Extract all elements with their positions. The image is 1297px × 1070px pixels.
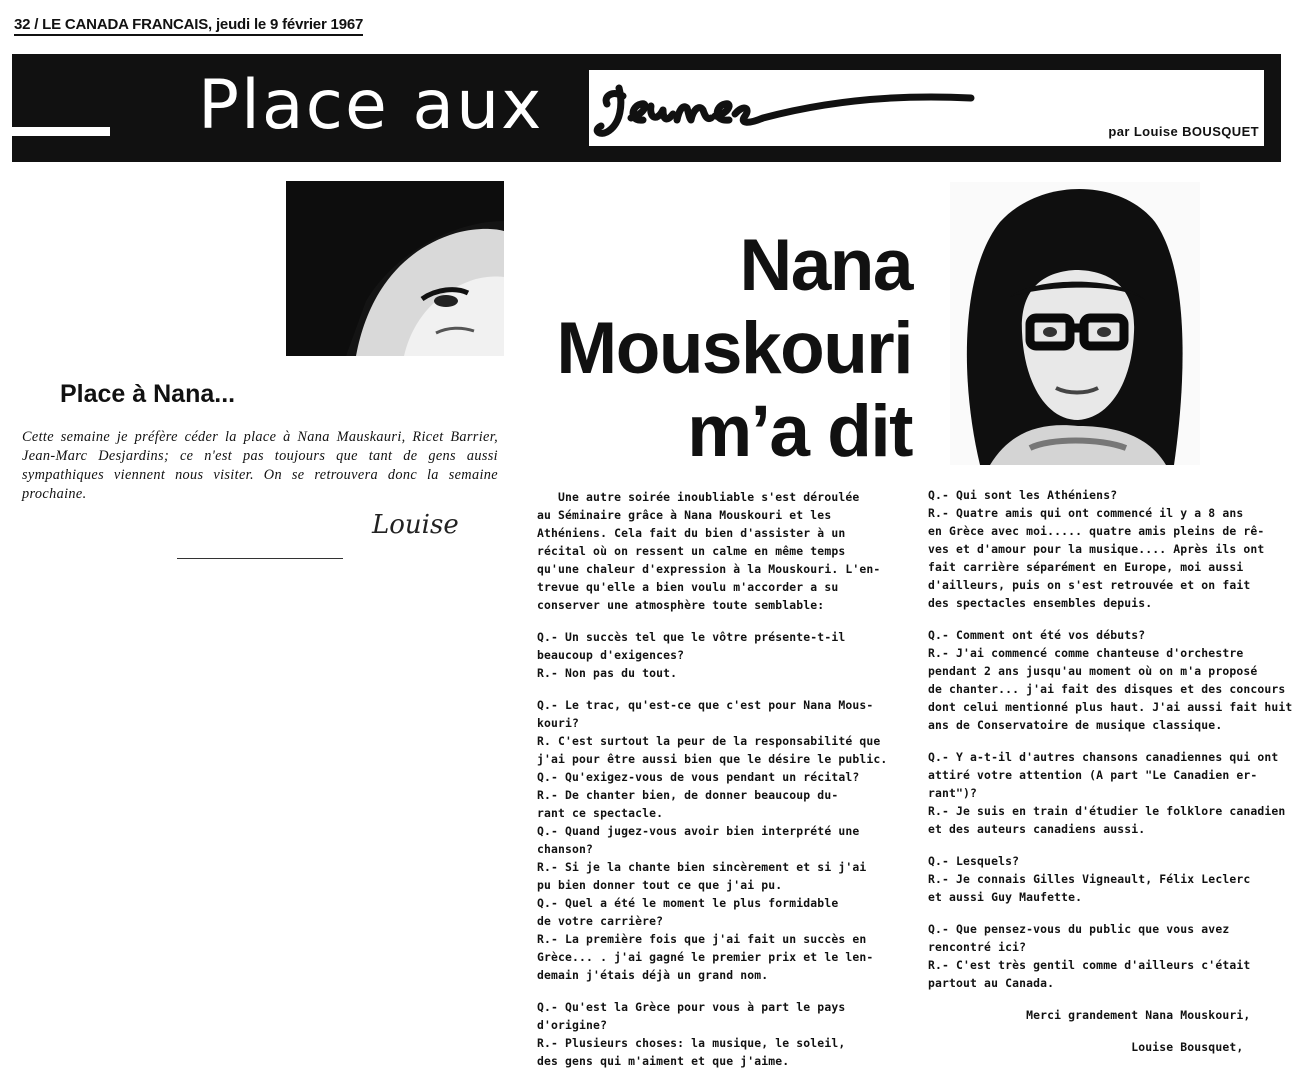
article-line: de votre carrière? [537,914,664,928]
article-line: chanson? [537,842,594,856]
article-line: Q.- Comment ont été vos débuts? [928,628,1146,642]
section-title: Place aux [198,66,544,145]
sidebar-title: Place à Nana... [60,380,236,408]
article-line: et des auteurs canadiens aussi. [928,822,1146,836]
article-line: beaucoup d'exigences? [537,648,685,662]
article-line: R.- De chanter bien, de donner beaucoup du- [537,788,839,802]
headline-line: Nana [739,225,912,306]
paragraph-gap [928,838,1288,852]
portrait-photo-right [950,182,1200,465]
article-line: Grèce... . j'ai gagné le premier prix et le len- [537,950,874,964]
paragraph-gap [928,1024,1288,1038]
article-line: d'origine? [537,1018,608,1032]
article-line: fait carrière séparément en Europe, moi aussi [928,560,1244,574]
article-line: Q.- Qu'exigez-vous de vous pendant un récital? [537,770,860,784]
article-line: Athéniens. Cela fait du bien d'assister à un [537,526,846,540]
article-line: de chanter... j'ai fait des disques et des concours [928,682,1286,696]
article-line: attiré votre attention (A part "Le Canadien er- [928,768,1258,782]
article-line: Q.- Que pensez-vous du public que vous avez [928,922,1230,936]
portrait-image [950,182,1200,465]
article-line: Q.- Qu'est la Grèce pour vous à part le pays [537,1000,846,1014]
issue-date: jeudi le 9 février 1967 [215,16,364,33]
paragraph-gap [928,734,1288,748]
article-line: Q.- Lesquels? [928,854,1020,868]
portrait-photo-left [286,181,504,356]
paragraph-gap [537,984,897,998]
article-line: j'ai pour être aussi bien que le désire le public. [537,752,888,766]
article-line: R.- Je connais Gilles Vigneault, Félix Leclerc [928,872,1251,886]
article-line: ves et d'amour pour la musique.... Après ils ont [928,542,1265,556]
paragraph-gap [928,612,1288,626]
signature: Louise [372,510,459,540]
article-line: Une autre soirée inoubliable s'est déroulée [537,490,860,504]
portrait-image [286,181,504,356]
paragraph-gap [537,614,897,628]
article-line: des gens qui m'aiment et que j'aime. [537,1054,790,1068]
article-headline [540,224,912,473]
article-line: récital où on ressent un calme en même temps [537,544,846,558]
article-line: R.- C'est très gentil comme d'ailleurs c'était [928,958,1251,972]
article-line: R.- Plusieurs choses: la musique, le soleil, [537,1036,846,1050]
article-line: R.- Si je la chante bien sincèrement et si j'ai [537,860,867,874]
article-line: au Séminaire grâce à Nana Mouskouri et les [537,508,832,522]
article-line: en Grèce avec moi..... quatre amis pleins de rê- [928,524,1265,538]
headline-line: Mouskouri [556,308,912,389]
signature-rule [177,558,343,559]
article-line: qu'une chaleur d'expression à la Mouskouri. L'en- [537,562,881,576]
article-line: dont celui mentionné plus haut. J'ai aussi fait huit [928,700,1293,714]
paragraph-gap [928,992,1288,1006]
article-line: rant")? [928,786,978,800]
article-line: conserver une atmosphère toute semblable: [537,598,825,612]
paragraph-gap [928,906,1288,920]
article-line: R.- Quatre amis qui ont commencé il y a 8 ans [928,506,1244,520]
article-line: et aussi Guy Maufette. [928,890,1083,904]
article-line: ans de Conservatoire de musique classique. [928,718,1223,732]
jeunes-script-logo [593,74,993,144]
article-line: kouri? [537,716,580,730]
paragraph-gap [537,682,897,696]
article-column-1 [537,488,897,1070]
article-line: Louise Bousquet, [928,1040,1244,1054]
article-line: Q.- Quand jugez-vous avoir bien interprété une [537,824,860,838]
article-line: pendant 2 ans jusqu'au moment où on m'a proposé [928,664,1258,678]
folio-label: 32 / LE CANADA FRANCAIS, [14,16,212,33]
headline-line: m’a dit [687,391,912,472]
article-line: d'ailleurs, puis on s'est retrouvée et on fait [928,578,1251,592]
article-line: rencontré ici? [928,940,1027,954]
article-line: Q.- Quel a été le moment le plus formidable [537,896,839,910]
article-line: partout au Canada. [928,976,1055,990]
article-line: R.- Non pas du tout. [537,666,678,680]
article-column-2 [928,486,1293,1056]
banner-white-bar [12,127,110,136]
article-line: des spectacles ensembles depuis. [928,596,1153,610]
article-line: trevue qu'elle a bien voulu m'accorder a su [537,580,839,594]
article-line: R. C'est surtout la peur de la responsabilité que [537,734,881,748]
article-line: R.- J'ai commencé comme chanteuse d'orchestre [928,646,1244,660]
article-line: Q.- Un succès tel que le vôtre présente-t-il [537,630,846,644]
byline: par Louise BOUSQUET [1108,124,1259,139]
article-line: R.- La première fois que j'ai fait un succès en [537,932,867,946]
sidebar-paragraph: Cette semaine je préfère céder la place à Nana Mauskauri, Ricet Barrier, Jean-Marc Desjardins; ce n'est pas toujours que tant de gens aussi sympathiques viennent nous visiter. On se retrouvera donc la semaine prochaine. [22,429,498,502]
article-line: R.- Je suis en train d'étudier le folklore canadien [928,804,1286,818]
page-folio [14,16,363,36]
article-line: Merci grandement Nana Mouskouri, [928,1008,1251,1022]
article-line: pu bien donner tout ce que j'ai pu. [537,878,783,892]
article-line: Q.- Y a-t-il d'autres chansons canadiennes qui ont [928,750,1279,764]
article-line: demain j'étais déjà un grand nom. [537,968,769,982]
article-line: rant ce spectacle. [537,806,664,820]
article-line: Q.- Qui sont les Athéniens? [928,488,1118,502]
article-line: Q.- Le trac, qu'est-ce que c'est pour Nana Mous- [537,698,874,712]
